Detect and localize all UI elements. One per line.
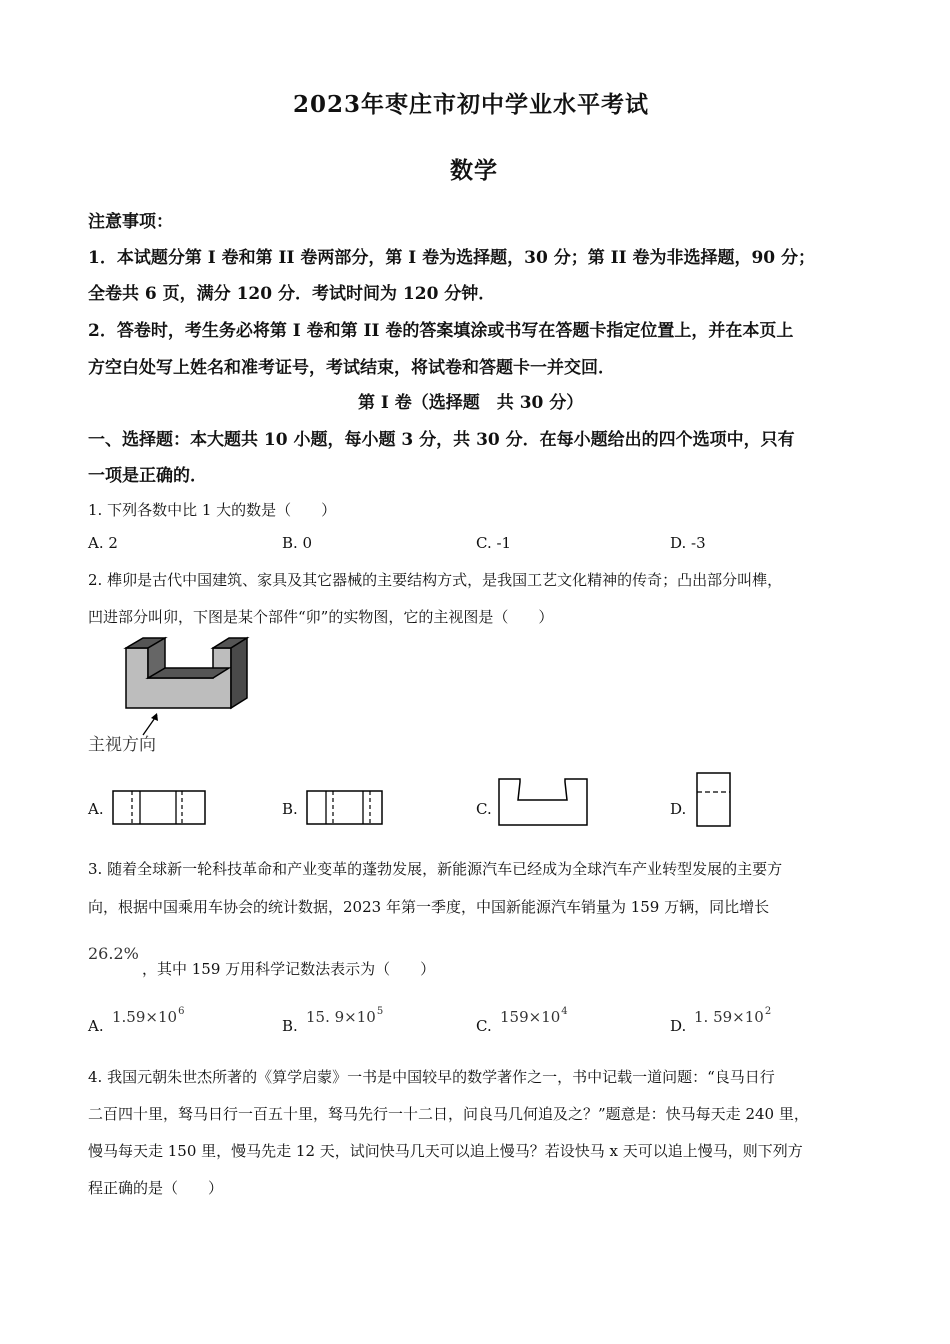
- q3-stem-line-3: ，其中 159 万用科学记数法表示为（ ）: [142, 960, 436, 978]
- q2-option-a-figure: [112, 790, 208, 826]
- q1-option-c: C. -1: [476, 534, 512, 552]
- q3-percent: 26.2%: [88, 944, 139, 963]
- q3-option-d-label: D.: [670, 1017, 687, 1035]
- subject-title: 数学: [450, 157, 498, 184]
- notice-heading: 注意事项：: [88, 212, 173, 232]
- section-instruction-line-2: 一项是正确的．: [88, 466, 207, 486]
- section-title: 第 I 卷（选择题 共 30 分）: [358, 393, 584, 413]
- q2-stem-line-1: 2. 榫卯是古代中国建筑、家具及其它器械的主要结构方式，是我国工艺文化精神的传奇；凸出部分叫榫，: [88, 571, 783, 589]
- q3-option-a-value: $1.59\times 10^6$: [112, 1006, 185, 1026]
- notice-item-1-line-1: 1．本试题分第 I 卷和第 II 卷两部分，第 I 卷为选择题，30 分；第 II 卷为非选择题，90 分；: [88, 248, 816, 268]
- q3-stem-line-1: 3. 随着全球新一轮科技革命和产业变革的蓬勃发展，新能源汽车已经成为全球汽车产业转型发展的主要方: [88, 860, 783, 878]
- q4-stem-line-4: 程正确的是（ ）: [88, 1179, 224, 1197]
- q1-option-d: D. -3: [670, 534, 706, 552]
- section-instruction-line-1: 一、选择题：本大题共 10 小题，每小题 3 分，共 30 分．在每小题给出的四个选项中，只有: [88, 430, 795, 450]
- q1-option-b: B. 0: [282, 534, 313, 552]
- q4-stem-line-2: 二百四十里，驽马日行一百五十里，驽马先行一十二日，问良马几何追及之？”题意是：快马每天走 240 里，: [88, 1105, 809, 1123]
- q2-figure-caption: 主视方向: [88, 735, 156, 755]
- q2-option-c-figure: [498, 778, 590, 828]
- q2-option-b-figure: [306, 790, 386, 826]
- q1-option-a: A. 2: [88, 534, 118, 552]
- q3-option-b-label: B.: [282, 1017, 298, 1035]
- notice-item-2-line-2: 方空白处写上姓名和准考证号，考试结束，将试卷和答题卡一并交回．: [88, 358, 615, 378]
- q2-option-b-label: B.: [282, 800, 298, 818]
- notice-item-2-line-1: 2．答卷时，考生务必将第 I 卷和第 II 卷的答案填涂或书写在答题卡指定位置上，并在本页上: [88, 321, 794, 341]
- q2-option-a-label: A.: [88, 800, 104, 818]
- q3-option-c-value: $159\times 10^4$: [500, 1006, 568, 1026]
- q3-option-b-value: 15. $9\times 10^5$: [306, 1006, 384, 1026]
- q2-option-d-figure: [696, 772, 732, 828]
- q3-stem-line-2: 向，根据中国乘用车协会的统计数据，2023 年第一季度，中国新能源汽车销量为 159 万辆，同比增长: [88, 898, 770, 916]
- q2-option-c-label: C.: [476, 800, 492, 818]
- q1-stem: 1. 下列各数中比 1 大的数是（ ）: [88, 501, 337, 519]
- q4-stem-line-3: 慢马每天走 150 里，慢马先走 12 天，试问快马几天可以追上慢马？若设快马 x 天可以追上慢马，则下列方: [88, 1142, 803, 1160]
- q3-option-d-value: 1. $59\times 10^2$: [694, 1006, 772, 1026]
- q4-stem-line-1: 4. 我国元朝朱世杰所著的《算学启蒙》一书是中国较早的数学著作之一，书中记载一道问题：“良马日行: [88, 1068, 775, 1086]
- notice-item-1-line-2: 全卷共 6 页，满分 120 分．考试时间为 120 分钟．: [88, 284, 496, 304]
- exam-title: 2023年枣庄市初中学业水平考试: [293, 91, 650, 118]
- q2-stem-line-2: 凹进部分叫卯，下图是某个部件“卯”的实物图，它的主视图是（ ）: [88, 608, 554, 626]
- q3-option-c-label: C.: [476, 1017, 492, 1035]
- mortise-side-face: [231, 638, 247, 708]
- q2-option-d-label: D.: [670, 800, 687, 818]
- q3-option-a-label: A.: [88, 1017, 104, 1035]
